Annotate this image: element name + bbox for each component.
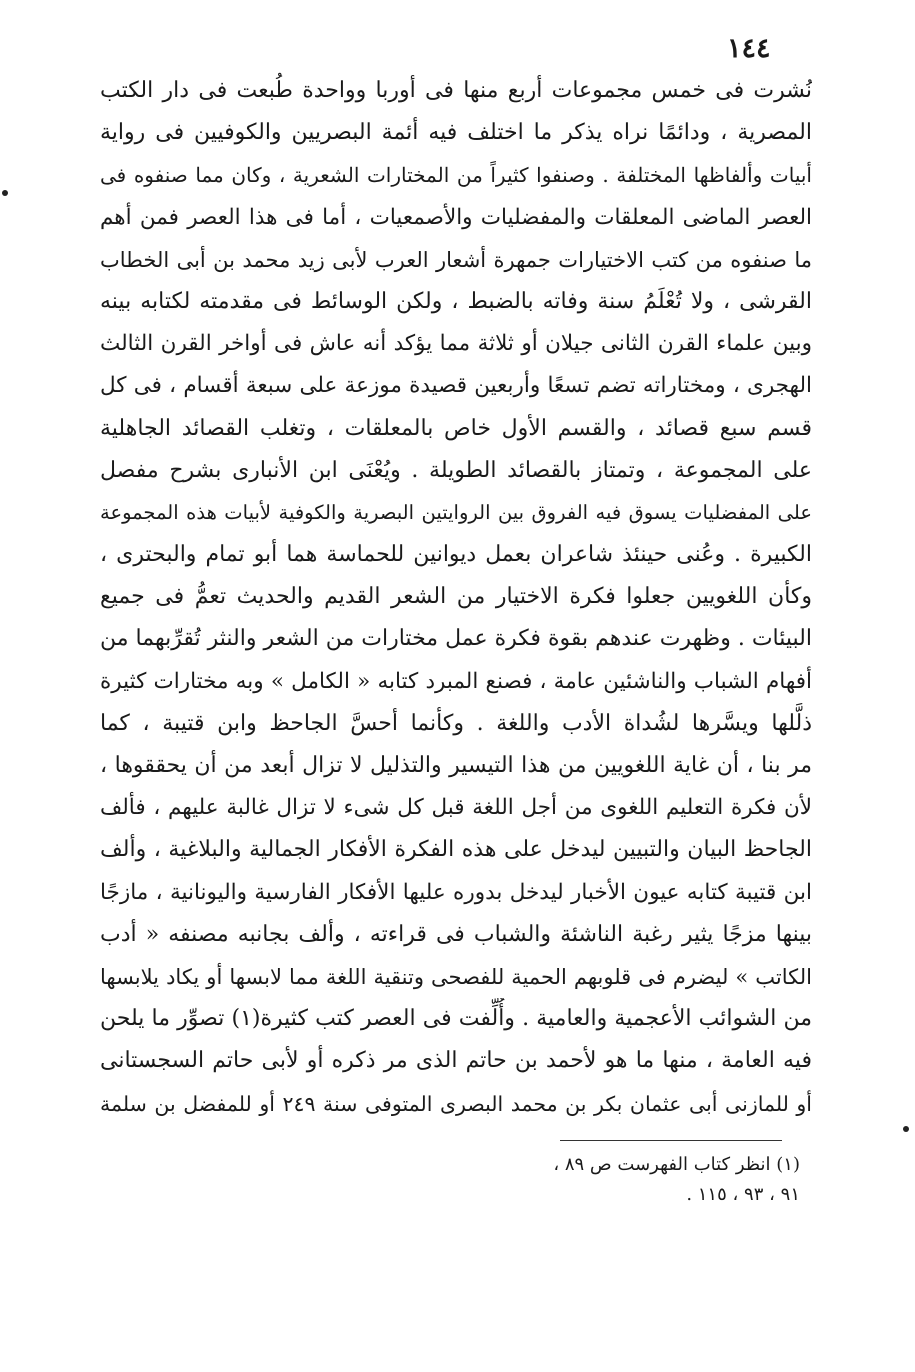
text-line: ابن قتيبة كتابه عيون الأخبار ليدخل بدوره عليها الأفكار الفارسية واليونانية ، مازجًا xyxy=(100,879,812,905)
text-line: المصرية ، ودائمًا نراه يذكر ما اختلف فيه أئمة البصريين والكوفيين فى رواية xyxy=(100,120,812,146)
text-line: من الشوائب الأعجمية والعامية . وأُلِّفت فى العصر كتب كثيرة(١) تصوِّر ما يلحن xyxy=(100,1006,812,1032)
text-line: لأن فكرة التعليم اللغوى من أجل اللغة قبل كل شىء لا تزال غالبة عليهم ، فألف xyxy=(100,795,812,821)
scan-speck xyxy=(903,1126,909,1132)
text-line: فيه العامة ، منها ما هو لأحمد بن حاتم الذى مر ذكره أو لأبى حاتم السجستانى xyxy=(100,1048,812,1074)
text-line: ذلَّلها ويسَّرها لشُداة الأدب واللغة . وكأنما أحسَّ الجاحظ وابن قتيبة ، كما xyxy=(100,710,812,736)
text-line: البيئات . وظهرت عندهم بقوة فكرة عمل مختارات من الشعر والنثر تُقرِّبهما من xyxy=(100,626,812,652)
text-line: الجاحظ البيان والتبيين ليدخل على هذه الفكرة الأفكار الجمالية والبلاغية ، وألف xyxy=(100,837,812,863)
text-line: قسم سبع قصائد ، والقسم الأول خاص بالمعلقات ، وتغلب القصائد الجاهلية xyxy=(100,415,812,441)
text-line: على المفضليات يسوق فيه الفروق بين الروايتين البصرية والكوفية لأبيات هذه المجموعة xyxy=(100,500,812,524)
body-text xyxy=(100,70,812,1125)
text-line: على المجموعة ، وتمتاز بالقصائد الطويلة . ويُعْنَى ابن الأنبارى بشرح مفصل xyxy=(100,457,812,483)
text-line: بينها مزجًا يثير رغبة الناشئة والشباب فى قراءته ، وألف بجانبه مصنفه « أدب xyxy=(100,921,812,947)
text-line: أبيات وألفاظها المختلفة . وصنفوا كثيراً من المختارات الشعرية ، وكان مما صنفوه فى xyxy=(100,163,812,188)
text-line: الهجرى ، ومختاراته تضم تسعًا وأربعين قصيدة موزعة على سبعة أقسام ، فى كل xyxy=(100,373,812,399)
text-line: أفهام الشباب والناشئين عامة ، فصنع المبرد كتابه « الكامل » وبه مختارات كثيرة xyxy=(100,668,812,694)
scan-speck xyxy=(2,190,8,196)
text-line: مر بنا ، أن غاية اللغويين من هذا التيسير والتذليل لا تزال أبعد من أن يحققوها ، xyxy=(100,753,812,778)
page-number: ١٤٤ xyxy=(727,33,771,64)
text-line: الكبيرة . وعُنى حينئذ شاعران بعمل ديوانين للحماسة هما أبو تمام والبحترى ، xyxy=(100,542,812,568)
footnotes xyxy=(500,1150,800,1210)
footnote-line: ٩١ ، ٩٣ ، ١١٥ . xyxy=(686,1184,800,1205)
text-line: ما صنفوه من كتب الاختيارات جمهرة أشعار العرب لأبى زيد محمد بن أبى الخطاب xyxy=(100,247,812,272)
text-line: نُشرت فى خمس مجموعات أربع منها فى أوربا وواحدة طُبعت فى دار الكتب xyxy=(100,78,812,103)
footnote-divider xyxy=(560,1140,782,1141)
text-line: وبين علماء القرن الثانى جيلان أو ثلاثة مما يؤكد أنه عاش فى أواخر القرن الثالث xyxy=(100,331,812,357)
text-line: القرشى ، ولا تُعْلَمُ سنة وفاته بالضبط ، ولكن الوسائط فى مقدمته لكتابه بينه xyxy=(100,288,812,314)
footnote-line: (١) انظر كتاب الفهرست ص ٨٩ ، xyxy=(553,1154,800,1175)
text-line: العصر الماضى المعلقات والمفضليات والأصمعيات ، أما فى هذا العصر فمن أهم xyxy=(100,204,812,230)
text-line: الكاتب » ليضرم فى قلوبهم الحمية للفصحى وتنقية اللغة مما لابسها أو يكاد يلابسها xyxy=(100,964,812,989)
text-line: وكأن اللغويين جعلوا فكرة الاختيار من الشعر القديم والحديث تعمُّ فى جميع xyxy=(100,584,812,610)
text-line: أو للمازنى أبى عثمان بكر بن محمد البصرى المتوفى سنة ٢٤٩ أو للمفضل بن سلمة xyxy=(100,1091,812,1116)
